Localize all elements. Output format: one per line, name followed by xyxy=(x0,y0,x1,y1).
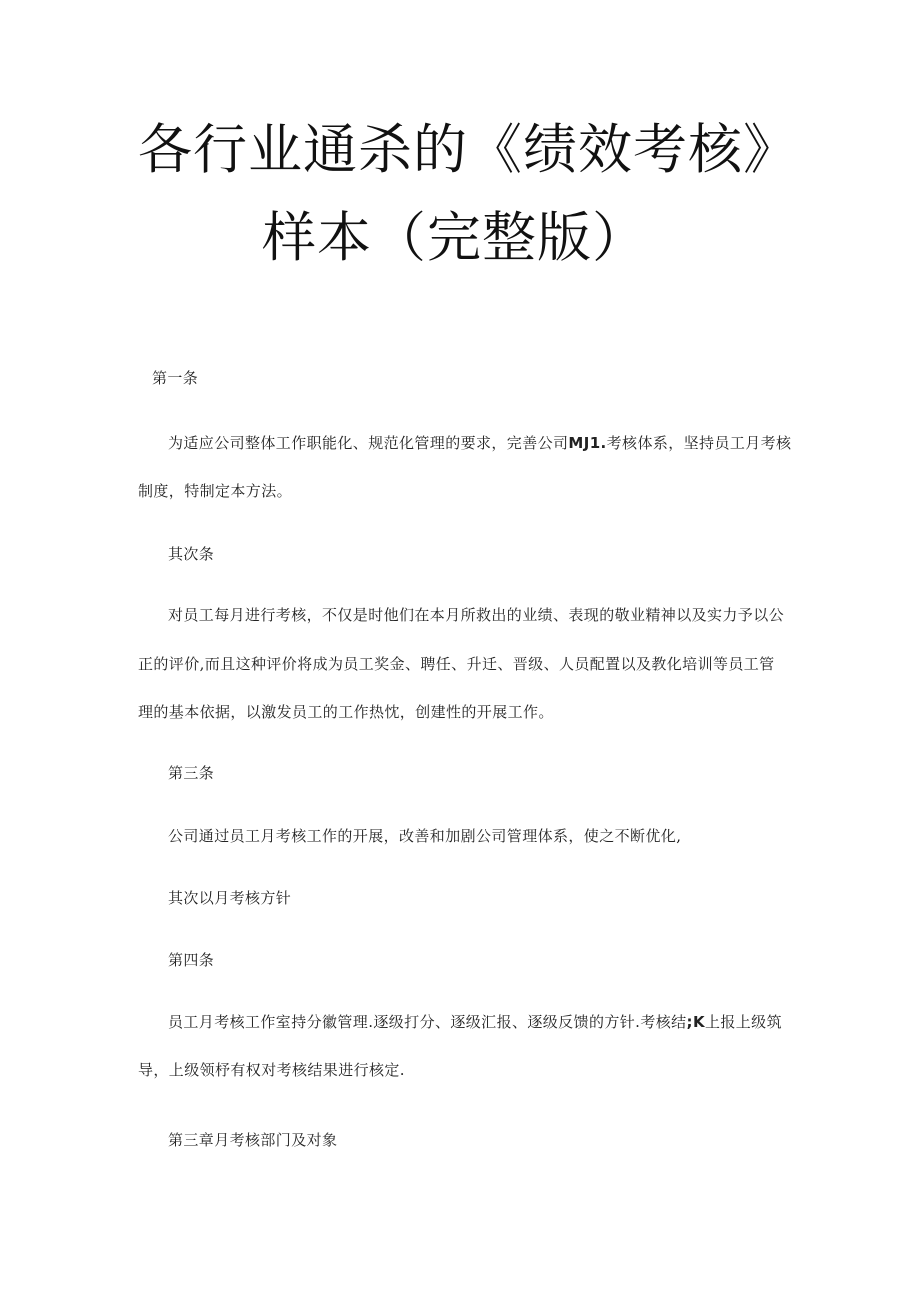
article-3-line-2: 其次以月考核方针 xyxy=(168,889,292,907)
article-4-line-2: 导，上级领杼有权对考核结果进行核定. xyxy=(138,1061,405,1079)
article-4-line-1 xyxy=(168,1012,782,1032)
article-2-line-1: 对员工每月进行考核，不仅是时他们在本月所救出的业绩、表现的敬业精神以及实力予以公 xyxy=(168,606,785,624)
article-2-line-2: 正的评价,而且这种评价将成为员工奖金、聘任、升迁、晋级、人员配置以及教化培训等员工管 xyxy=(138,655,775,673)
article-1-line-1 xyxy=(168,433,791,453)
article-3-line-1: 公司通过员工月考核工作的开展，改善和加剧公司管理体系，使之不断优化, xyxy=(168,827,682,845)
article-4-line-1-code: ;K xyxy=(686,1013,705,1031)
article-1-heading: 第一条 xyxy=(152,369,199,387)
document-title-line-1: 各行业通杀的《绩效考核》 xyxy=(138,118,798,181)
article-1-line-1-text-c: 考核体系，坚持员工月考核 xyxy=(606,434,792,452)
article-4-heading: 第四条 xyxy=(168,951,215,969)
article-2-heading: 其次条 xyxy=(168,545,215,563)
chapter-3-heading: 第三章月考核部门及对象 xyxy=(168,1131,338,1149)
article-1-line-1-text-a: 为适应公司整体工作职能化、规范化管理的要求，完善公司 xyxy=(168,434,569,452)
article-1-line-2: 制度，特制定本方法。 xyxy=(138,482,293,500)
article-2-line-3: 理的基本依据，以激发员工的工作热忱，创建性的开展工作。 xyxy=(138,703,554,721)
article-1-line-1-code: MJ1. xyxy=(568,434,607,452)
article-3-heading: 第三条 xyxy=(168,764,215,782)
article-4-line-1-text-c: 上报上级筑 xyxy=(704,1013,782,1031)
document-title-line-2: 样本（完整版） xyxy=(262,206,647,269)
article-4-line-1-text-a: 员工月考核工作室持分徽管理.逐级打分、逐级汇报、逐级反馈的方针.考核结 xyxy=(168,1013,687,1031)
